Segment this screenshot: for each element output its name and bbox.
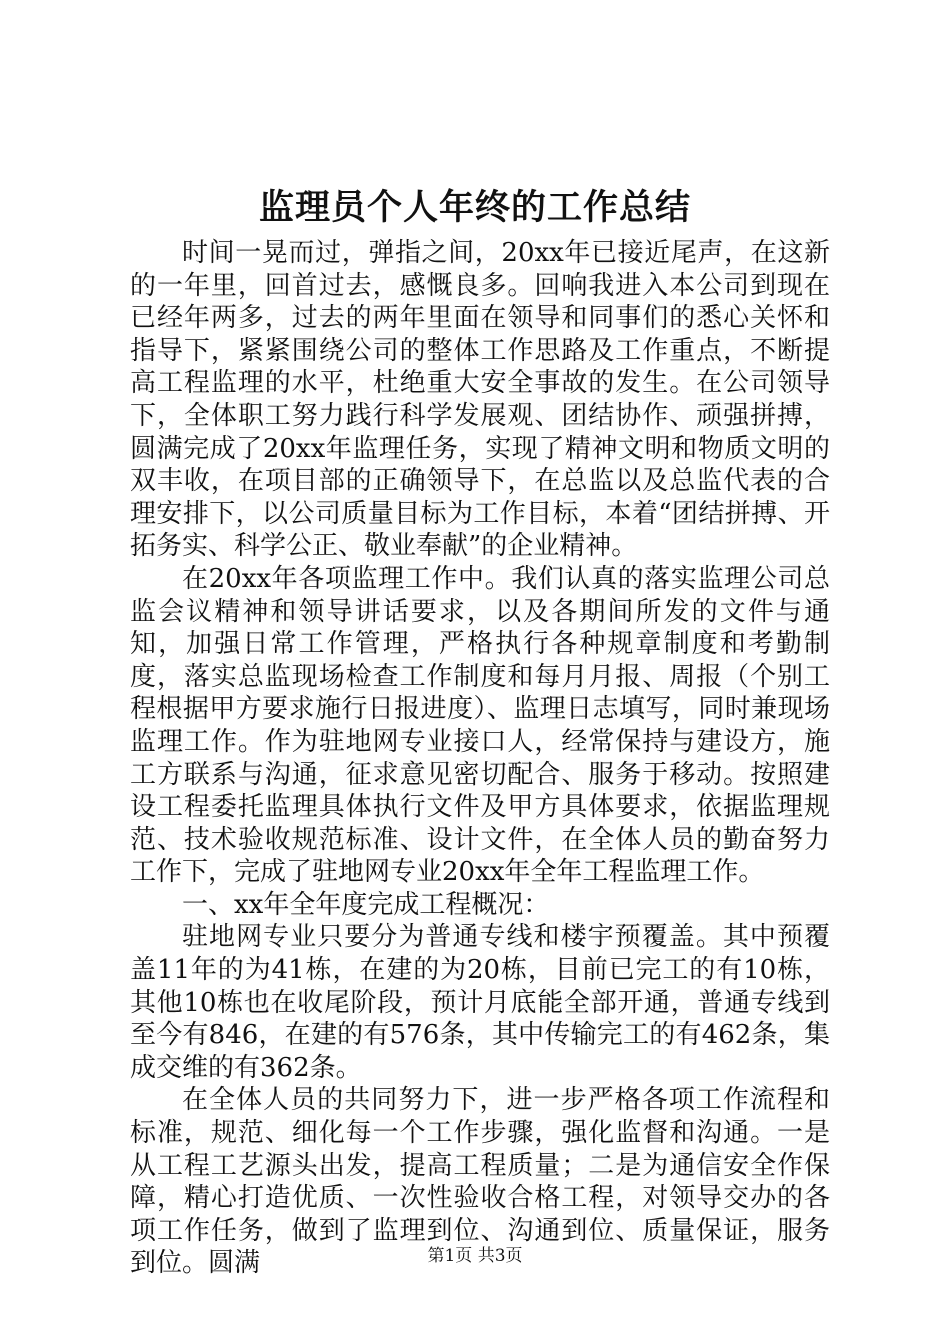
paragraph: 在20xx年各项监理工作中。我们认真的落实监理公司总监会议精神和领导讲话要求，以及各期间所发的文件与通知，加强日常工作管理，严格执行各种规章制度和考勤制度，落实总监现场检查工作制度和每月月报、周报（个别工程根据甲方要求施行日报进度）、监理日志填写，同时兼现场监理工作。作为驻地网专业接口人，经常保持与建设方，施工方联系与沟通，征求意见密切配合、服务于移动。按照建设工程委托监理具体执行文件及甲方具体要求，依据监理规范、技术验收规范标准、设计文件，在全体人员的勤奋努力工作下，完成了驻地网专业20xx年全年工程监理工作。 bbox=[130, 563, 830, 888]
document-body bbox=[130, 237, 830, 1280]
page-number-footer: 第1页 共3页 bbox=[427, 1246, 523, 1266]
section-heading: 一、xx年全年度完成工程概况： bbox=[182, 889, 550, 920]
paragraph: 时间一晃而过，弹指之间，20xx年已接近尾声，在这新的一年里，回首过去，感慨良多。回响我进入本公司到现在已经年两多，过去的两年里面在领导和同事们的悉心关怀和指导下，紧紧围绕公司的整体工作思路及工作重点，不断提高工程监理的水平，杜绝重大安全事故的发生。在公司领导下，全体职工努力践行科学发展观、团结协作、顽强拼搏，圆满完成了20xx年监理任务，实现了精神文明和物质文明的双丰收，在项目部的正确领导下，在总监以及总监代表的合理安排下，以公司质量目标为工作目标，本着“团结拼搏、开拓务实、科学公正、敬业奉献”的企业精神。 bbox=[130, 238, 830, 562]
document-title: 监理员个人年终的工作总结 bbox=[258, 188, 691, 228]
paragraph: 驻地网专业只要分为普通专线和楼宇预覆盖。其中预覆盖11年的为41栋，在建的为20栋，目前已完工的有10栋，其他10栋也在收尾阶段，预计月底能全部开通，普通专线到至今有846，在建的有576条，其中传输完工的有462条，集成交维的有362条。 bbox=[130, 922, 830, 1083]
paragraph: 在全体人员的共同努力下，进一步严格各项工作流程和标准，规范、细化每一个工作步骤，强化监督和沟通。一是从工程工艺源头出发，提高工程质量；二是为通信安全作保障，精心打造优质、一次性验收合格工程，对领导交办的各项工作任务，做到了监理到位、沟通到位、质量保证，服务到位。圆满 bbox=[130, 1085, 830, 1279]
